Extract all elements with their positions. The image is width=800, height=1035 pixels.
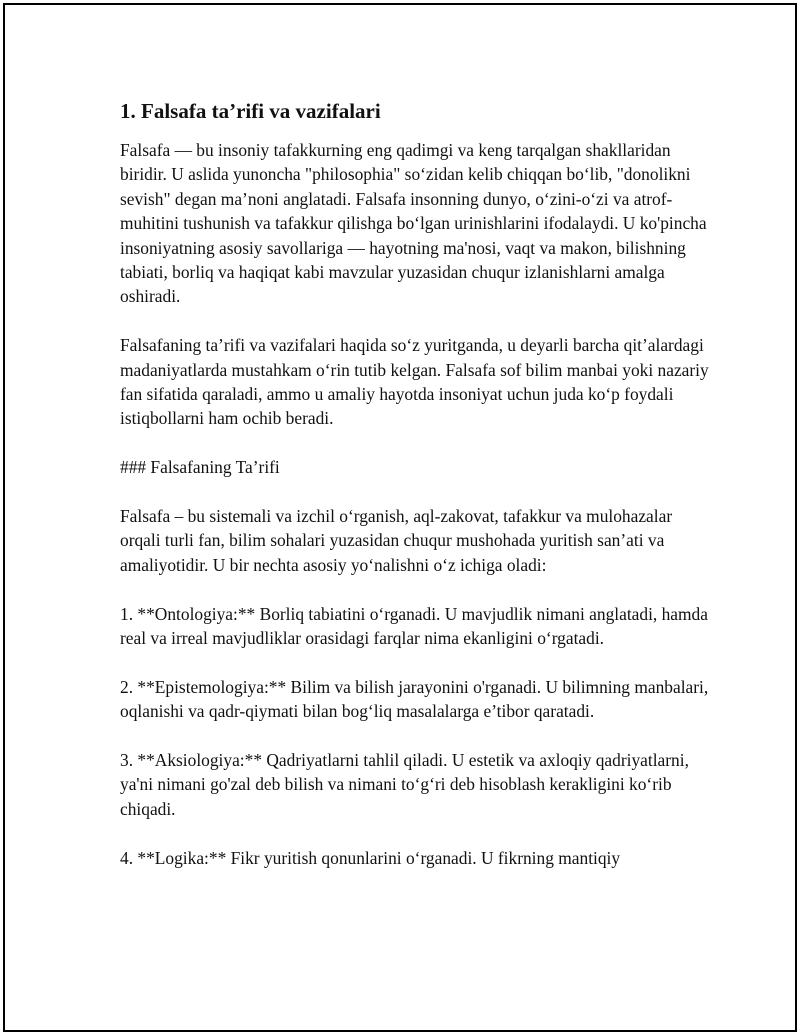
list-item-logic: 4. **Logika:** Fikr yuritish qonunlarini o‘rganadi. U fikrning mantiqiy bbox=[120, 847, 621, 868]
page-frame bbox=[3, 3, 797, 1032]
document-heading: 1. Falsafa ta’rifi va vazifalari bbox=[120, 99, 381, 123]
list-item-ontology: 1. **Ontologiya:** Borliq tabiatini o‘rganadi. U mavjudlik nimani anglatadi, hamda real va irreal mavjudliklar orasidagi farqlar nima ekanligini o‘rgatadi. bbox=[120, 603, 708, 649]
list-item-axiology: 3. **Aksiologiya:** Qadriyatlarni tahlil qiladi. U estetik va axloqiy qadriyatlarni, ya'ni nimani go'zal deb bilish va nimani to‘g‘ri deb hisoblash kerakligini ko‘rib chiqadi. bbox=[120, 750, 689, 819]
document-body bbox=[120, 98, 710, 894]
subheading-definition: ### Falsafaning Ta’rifi bbox=[120, 457, 280, 478]
paragraph-definition-tasks: Falsafaning ta’rifi va vazifalari haqida so‘z yuritganda, u deyarli barcha qit’alardagi madaniyatlarda mustahkam o‘rin tutib kelgan. Falsafa sof bilim manbai yoki nazariy fan sifatida qaraladi, ammo u amaliy hayotda insoniyat uchun juda ko‘p foydali istiqbollarni ham ochib beradi. bbox=[120, 335, 709, 429]
paragraph-definition: Falsafa – bu sistemali va izchil o‘rganish, aql-zakovat, tafakkur va mulohazalar orqali turli fan, bilim sohalari yuzasidan chuqur mushohada yuritish san’ati va amaliyotidir. U bir nechta asosiy yo‘nalishni o‘z ichiga oladi: bbox=[120, 506, 673, 575]
paragraph-intro: Falsafa — bu insoniy tafakkurning eng qadimgi va keng tarqalgan shakllaridan biridir. U aslida yunoncha "philosophia" so‘zidan kelib chiqqan bo‘lib, "donolikni sevish" degan ma’noni anglatadi. Falsafa insonning dunyo, o‘zini-o‘zi va atrof-muhitini tushunish va tafakkur qilishga bo‘lgan urinishlarini ifodalaydi. U ko'pincha insoniyatning asosiy savollariga — hayotning ma'nosi, vaqt va makon, bilishning tabiati, borliq va haqiqat kabi mavzular yuzasidan chuqur izlanishlarni amalga oshiradi. bbox=[120, 140, 707, 307]
list-item-epistemology: 2. **Epistemologiya:** Bilim va bilish jarayonini o'rganadi. U bilimning manbalari, oqlanishi va qadr-qiymati bilan bog‘liq masalalarga e’tibor qaratadi. bbox=[120, 676, 709, 722]
